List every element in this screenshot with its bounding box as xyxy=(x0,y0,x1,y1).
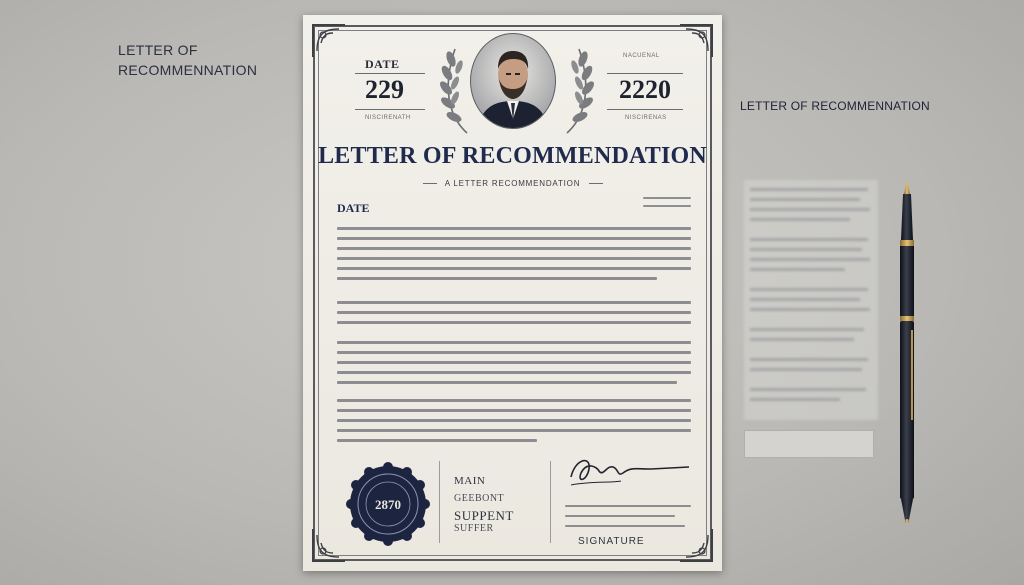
divider xyxy=(607,109,683,110)
divider xyxy=(355,109,425,110)
recommendation-letter xyxy=(303,15,722,571)
signature-icon xyxy=(561,447,691,497)
divider xyxy=(589,183,603,184)
letter-title: LETTER OF RECOMMENDATION xyxy=(318,143,707,169)
header-small-text-left: NISCIRENATH xyxy=(365,115,411,121)
seal-icon xyxy=(345,461,431,547)
laurel-wreath-icon xyxy=(563,45,597,135)
footer-suppent-text: SUPPENT xyxy=(454,508,514,523)
text-line xyxy=(565,505,691,507)
header-date-label: DATE xyxy=(365,57,400,71)
corner-ornament-icon xyxy=(676,525,716,565)
fountain-pen-icon xyxy=(894,180,920,525)
footer-text-box xyxy=(439,461,551,543)
text-line xyxy=(643,205,691,207)
body-date-label: DATE xyxy=(337,201,370,215)
background-title-left: LETTER OF RECOMMENNATION xyxy=(118,42,258,78)
header-number-right: 2220 xyxy=(619,75,671,104)
divider xyxy=(607,73,683,74)
portrait-icon xyxy=(469,33,557,131)
laurel-wreath-icon xyxy=(437,45,471,135)
footer-main-text: MAIN xyxy=(454,475,486,487)
background-card xyxy=(744,430,874,458)
corner-ornament-icon xyxy=(309,21,349,61)
footer-gerbont-text: GEEBONT xyxy=(454,493,505,504)
corner-ornament-icon xyxy=(309,525,349,565)
text-line xyxy=(565,515,675,517)
header-small-text-right: NACUENAL xyxy=(623,53,660,59)
header-number-left: 229 xyxy=(365,75,404,104)
text-line xyxy=(643,197,691,199)
seal-number: 2870 xyxy=(375,497,401,512)
signature-label: SIGNATURE xyxy=(578,536,645,547)
letter-subtitle: A LETTER RECOMMENDATION xyxy=(444,179,581,188)
corner-ornament-icon xyxy=(676,21,716,61)
background-document xyxy=(744,180,878,420)
footer-suffer-text: SUFFER xyxy=(454,523,494,534)
background-title-right: LETTER OF RECOMMENNATION xyxy=(740,99,930,113)
text-line xyxy=(565,525,685,527)
header-small-text-right-bottom: NISCIRENAS xyxy=(625,115,667,121)
divider xyxy=(355,73,425,74)
